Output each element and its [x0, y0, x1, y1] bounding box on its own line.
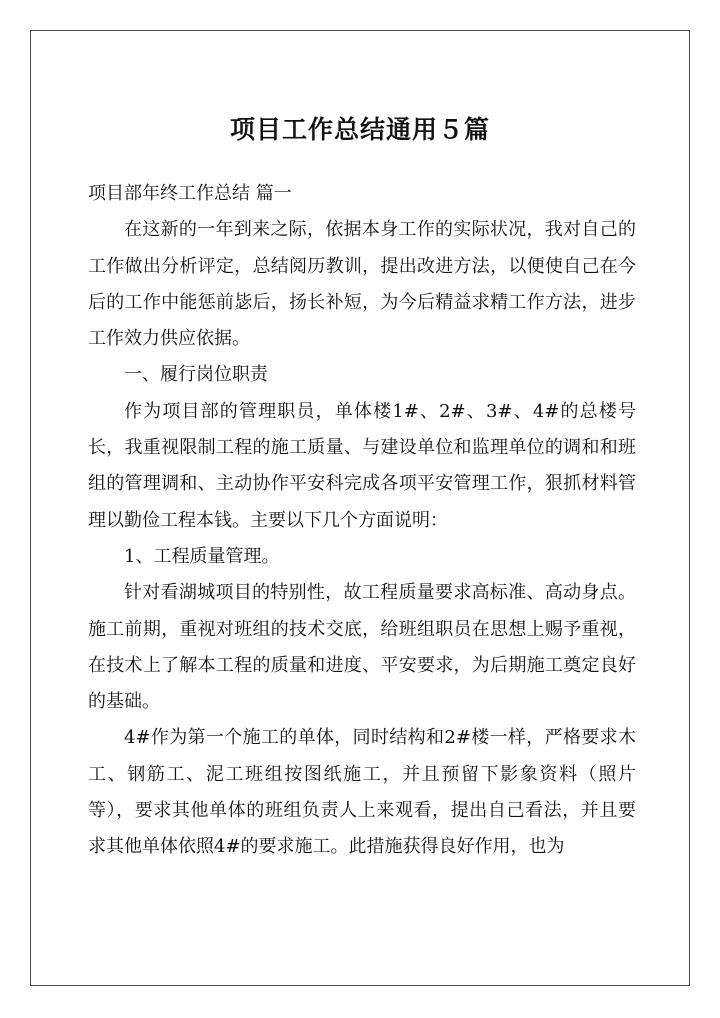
document-title: 项目工作总结通用５篇	[229, 115, 490, 144]
paragraph-building4: 4#作为第一个施工的单体，同时结构和2#楼一样，严格要求木工、钢筋工、泥工班组按图纸施工，并且预留下影象资料（照片等），要求其他单体的班组负责人上来观看，提出自己看法，并且要求其他单体依照4#的要求施工。此措施获得良好作用，也为	[88, 727, 636, 858]
paragraph-quality: 针对看湖城项目的特别性，故工程质量要求高标准、高动身点。施工前期，重视对班组的技术交底，给班组职员在思想上赐予重视，在技术上了解本工程的质量和进度、平安要求，为后期施工奠定良好的基础。	[88, 582, 636, 713]
heading-quality: 1、工程质量管理。	[124, 545, 280, 567]
paragraph-role: 作为项目部的管理职员，单体楼1#、2#、3#、4#的总楼号长，我重视限制工程的施工质量、与建设单位和监理单位的调和和班组的管理调和、主动协作平安科完成各项平安管理工作，狠抓材料管理以勤俭工程本钱。主要以下几个方面说明：	[88, 400, 636, 531]
section-heading: 项目部年终工作总结 篇一	[88, 183, 292, 204]
document-body	[88, 176, 636, 866]
paragraph-intro: 在这新的一年到来之际，依据本身工作的实际状况，我对自己的工作做出分析评定，总结阅历教训，提出改进方法，以便使自己在今后的工作中能惩前毖后，扬长补短，为今后精益求精工作方法，进步工作效力供应依据。	[88, 219, 636, 350]
heading-duties: 一、履行岗位职责	[124, 364, 268, 386]
